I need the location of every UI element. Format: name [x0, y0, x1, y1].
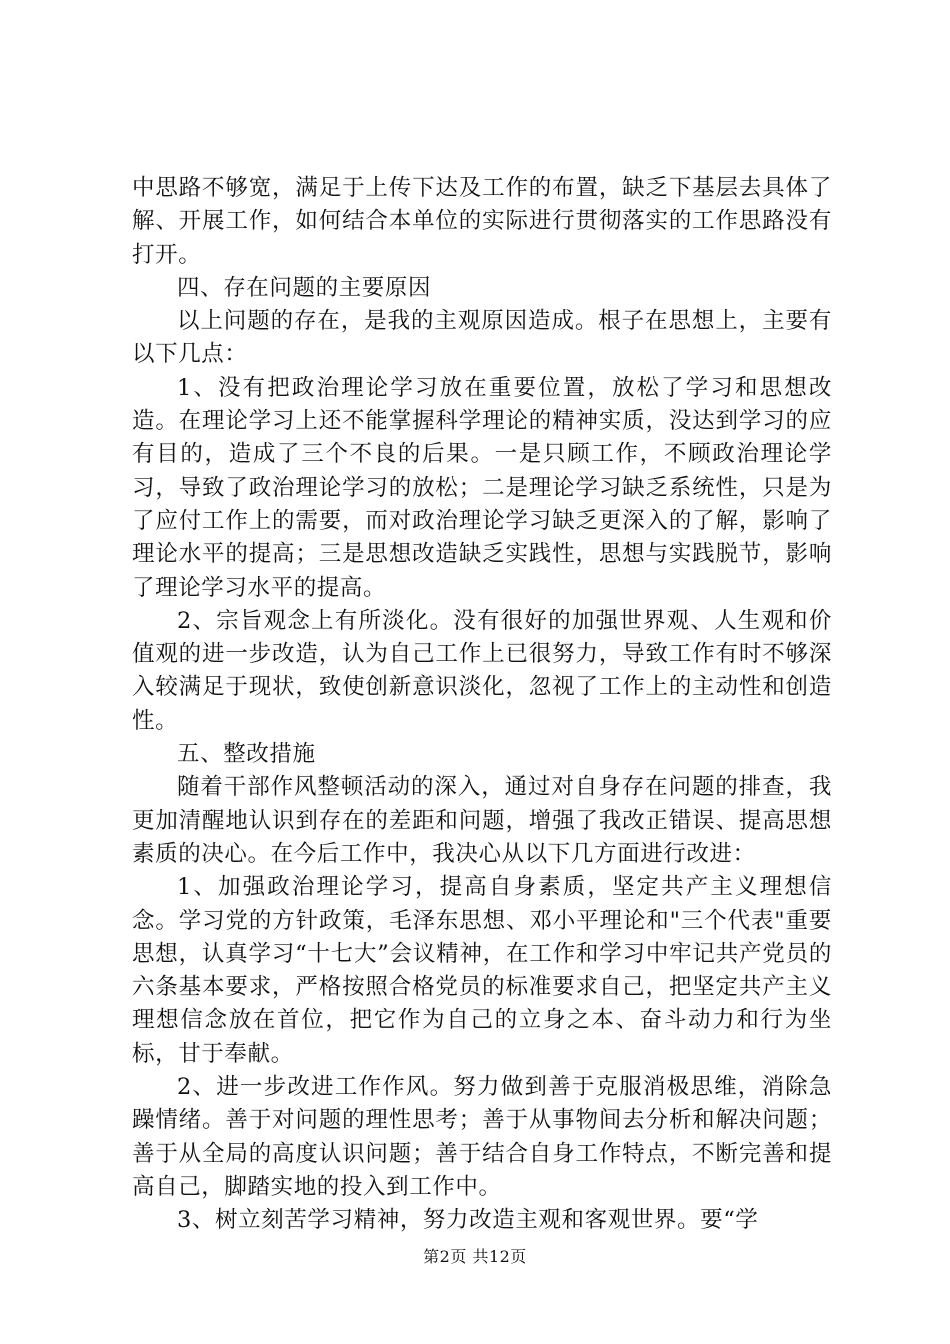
section-heading-main-causes: 四、存在问题的主要原因: [177, 274, 432, 301]
paragraph-rectification-intro: 随着干部作风整顿活动的深入，通过对自身存在问题的排查，我更加清醒地认识到存在的差距和问题，增强了我改正错误、提高思想素质的决心。在今后工作中，我决心从以下几方面进行改进：: [132, 774, 832, 867]
paragraph-continuation: 中思路不够宽，满足于上传下达及工作的布置，缺乏下基层去具体了解、开展工作，如何结合本单位的实际进行贯彻落实的工作思路没有打开。: [132, 175, 832, 268]
paragraph-cause-2: 2、宗旨观念上有所淡化。没有很好的加强世界观、人生观和价值观的进一步改造，认为自己工作上已很努力，导致工作有时不够深入较满足于现状，致使创新意识淡化，忽视了工作上的主动性和创造性。: [132, 607, 832, 734]
section-heading-rectification: 五、整改措施: [177, 741, 316, 768]
paragraph-causes-intro: 以上问题的存在，是我的主观原因造成。根子在思想上，主要有以下几点：: [132, 308, 832, 368]
page-number-footer: 第2页 共12页: [423, 1247, 527, 1266]
paragraph-cause-1: 1、没有把政治理论学习放在重要位置，放松了学习和思想改造。在理论学习上还不能掌握科学理论的精神实质，没达到学习的应有目的，造成了三个不良的后果。一是只顾工作，不顾政治理论学习，导致了政治理论学习的放松；二是理论学习缺乏系统性，只是为了应付工作上的需要，而对政治理论学习缺乏更深入的了解，影响了理论水平的提高；三是思想改造缺乏实践性，思想与实践脱节，影响了理论学习水平的提高。: [132, 374, 832, 601]
paragraph-measure-1: 1、加强政治理论学习，提高自身素质，坚定共产主义理想信念。学习党的方针政策，毛泽东思想、邓小平理论和"三个代表"重要思想，认真学习“十七大”会议精神，在工作和学习中牢记共产党员的六条基本要求，严格按照合格党员的标准要求自己，把坚定共产主义理想信念放在首位，把它作为自己的立身之本、奋斗动力和行为坐标，甘于奉献。: [132, 874, 832, 1067]
document-body: [132, 172, 832, 1238]
paragraph-measure-3: 3、树立刻苦学习精神，努力改造主观和客观世界。要“学: [177, 1207, 759, 1234]
paragraph-measure-2: 2、进一步改进工作作风。努力做到善于克服消极思维，消除急躁情绪。善于对问题的理性思考；善于从事物间去分析和解决问题；善于从全局的高度认识问题；善于结合自身工作特点，不断完善和提高自己，脚踏实地的投入到工作中。: [132, 1074, 832, 1200]
